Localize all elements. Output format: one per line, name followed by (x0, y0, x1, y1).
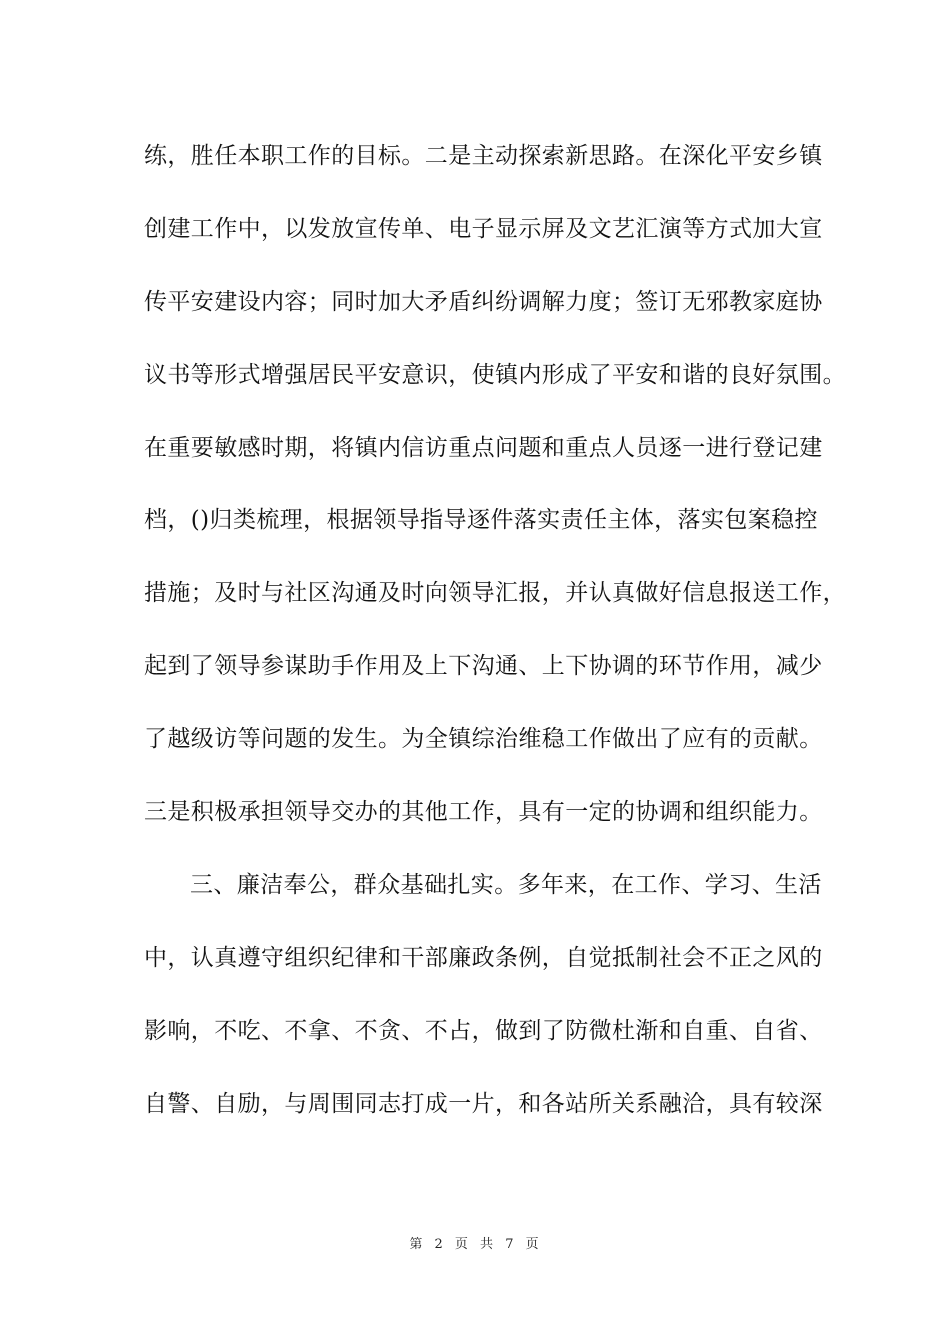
text-line: 在重要敏感时期，将镇内信访重点问题和重点人员逐一进行登记建 (144, 434, 823, 461)
text-line: 三是积极承担领导交办的其他工作，具有一定的协调和组织能力。 (144, 799, 823, 826)
text-line: 中，认真遵守组织纪律和干部廉政条例，自觉抵制社会不正之风的 (144, 944, 823, 971)
text-line: 创建工作中，以发放宣传单、电子显示屏及文艺汇演等方式加大宣 (144, 215, 823, 242)
text-line: 措施；及时与社区沟通及时向领导汇报，并认真做好信息报送工作， (144, 580, 846, 607)
text-line: 练，胜任本职工作的目标。二是主动探索新思路。在深化平安乡镇 (144, 143, 823, 169)
text-line: 档，()归类梳理，根据领导指导逐件落实责任主体，落实包案稳控 (144, 507, 818, 534)
text-line: 影响，不吃、不拿、不贪、不占，做到了防微杜渐和自重、自省、 (144, 1017, 823, 1044)
page-footer (0, 1233, 950, 1252)
text-line: 起到了领导参谋助手作用及上下沟通、上下协调的环节作用，减少 (144, 653, 823, 680)
text-line: 了越级访等问题的发生。为全镇综治维稳工作做出了应有的贡献。 (144, 726, 823, 753)
paragraph-start-line: 三、廉洁奉公，群众基础扎实。多年来，在工作、学习、生活 (190, 871, 822, 898)
text-line: 自警、自励，与周围同志打成一片，和各站所关系融洽，具有较深 (144, 1090, 823, 1117)
text-line: 议书等形式增强居民平安意识，使镇内形成了平安和谐的良好氛围。 (144, 361, 846, 388)
body-text (144, 130, 846, 1150)
text-line: 传平安建设内容；同时加大矛盾纠纷调解力度；签订无邪教家庭协 (144, 288, 823, 315)
page-number: 第 2 页 共 7 页 (409, 1237, 541, 1252)
